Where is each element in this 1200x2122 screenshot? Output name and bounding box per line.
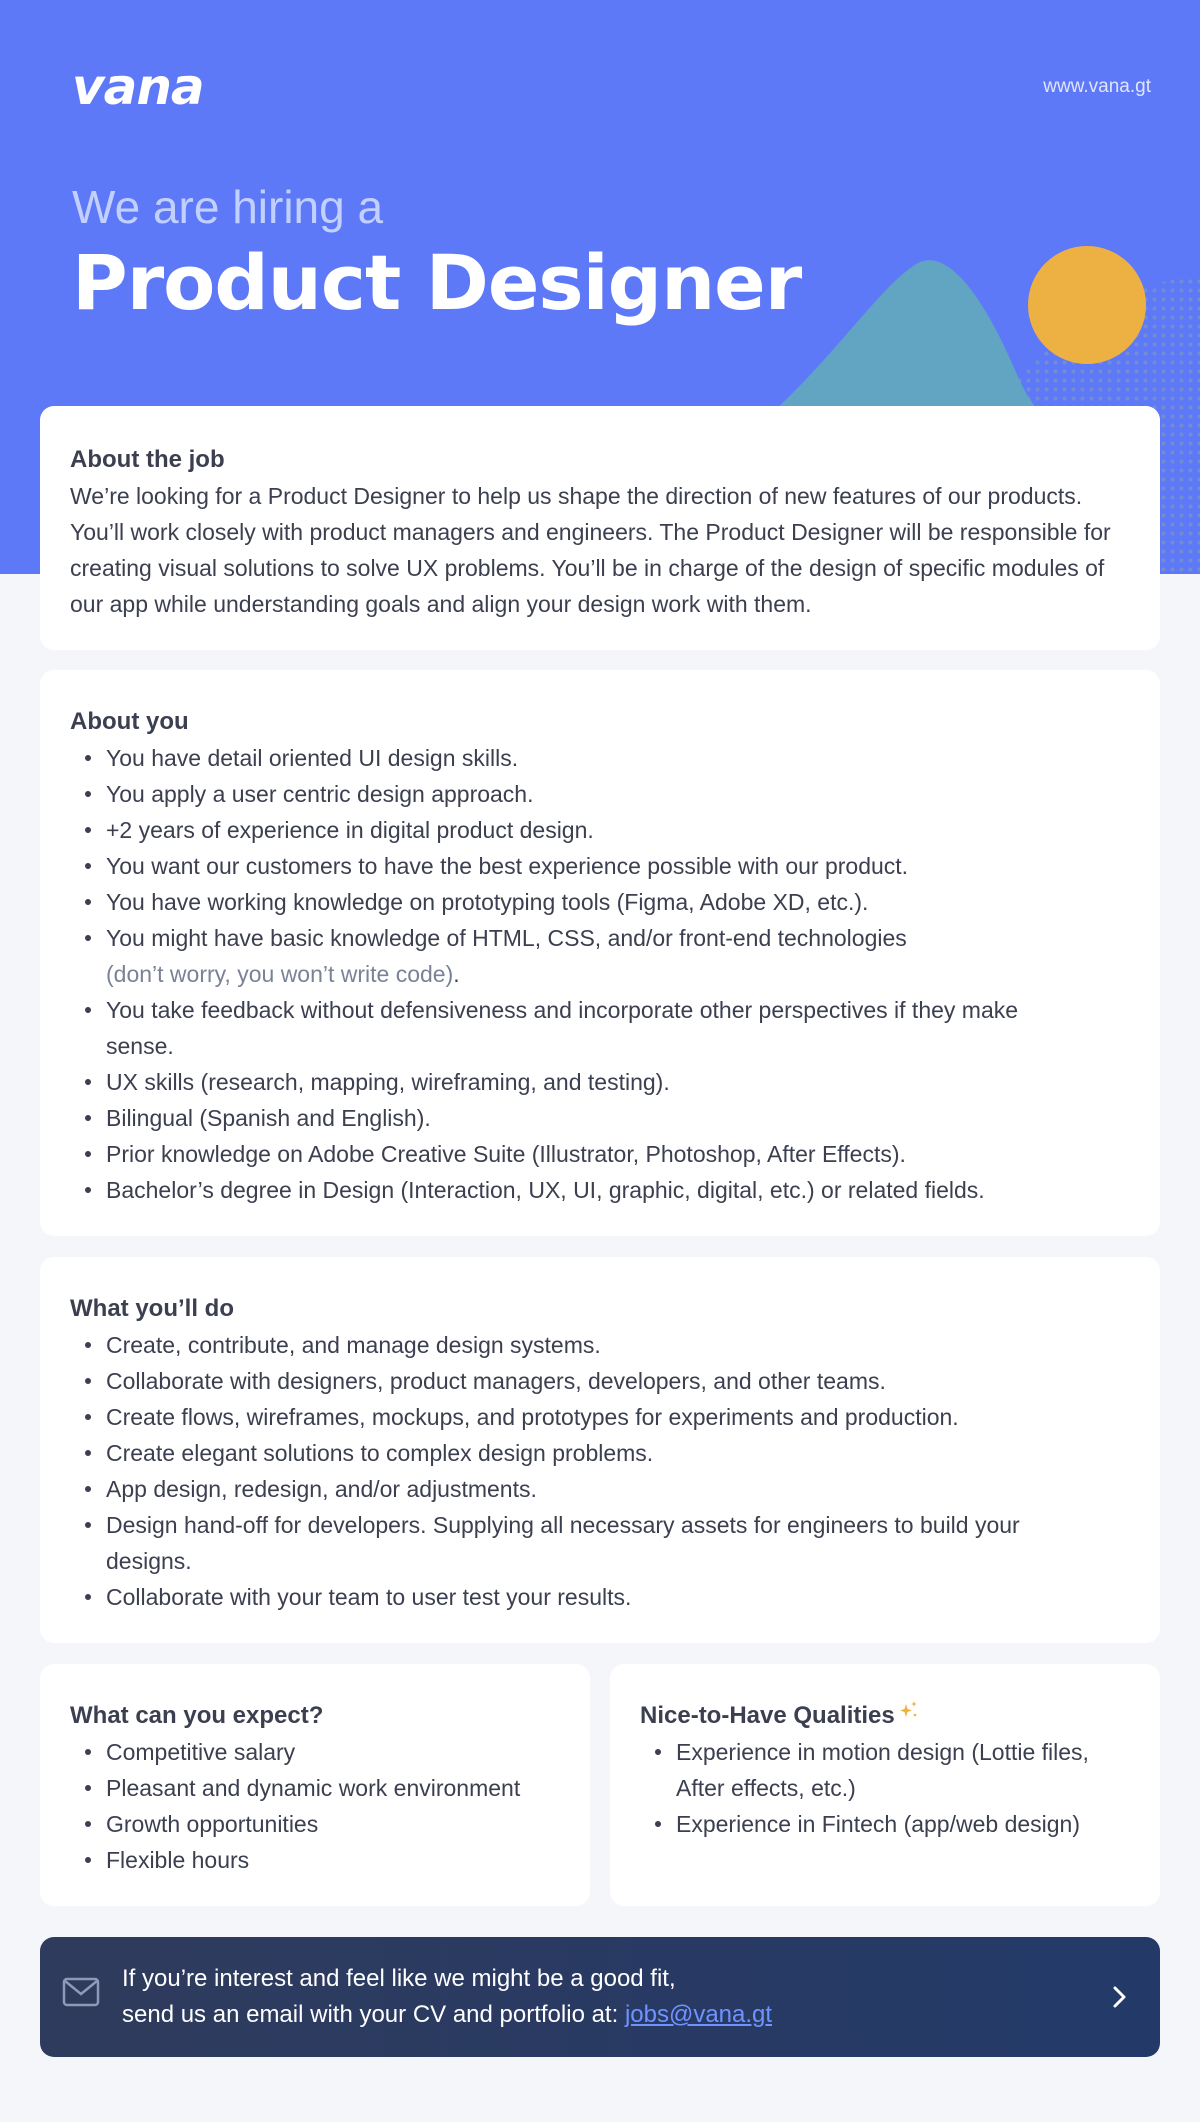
- list-item: You take feedback without defensiveness and incorporate other perspectives if they make sense.: [106, 992, 1066, 1064]
- nice-to-have-title: Nice-to-Have Qualities: [640, 1702, 895, 1729]
- list-item: You have working knowledge on prototyping tools (Figma, Adobe XD, etc.).: [106, 884, 1130, 920]
- sun-circle: [1028, 246, 1146, 364]
- list-item: You apply a user centric design approach.: [106, 776, 1130, 812]
- list-item: App design, redesign, and/or adjustments.: [106, 1471, 1130, 1507]
- nice-to-have-list: [640, 1734, 1130, 1842]
- list-item: UX skills (research, mapping, wireframing, and testing).: [106, 1064, 1130, 1100]
- expect-heading: What can you expect?: [70, 1702, 324, 1729]
- sparkle-icon: [897, 1698, 919, 1722]
- email-link[interactable]: jobs@vana.gt: [624, 2001, 773, 2028]
- chevron-right-icon[interactable]: [1110, 1983, 1130, 2011]
- list-item: Bilingual (Spanish and English).: [106, 1100, 1130, 1136]
- list-item: Create, contribute, and manage design systems.: [106, 1327, 1130, 1363]
- hero-subtitle: We are hiring a: [72, 181, 384, 233]
- expect-list: [70, 1734, 560, 1878]
- page-title: Product Designer: [72, 238, 802, 327]
- what-you-do-card: [40, 1257, 1160, 1643]
- list-item: Bachelor’s degree in Design (Interaction, UX, UI, graphic, digital, etc.) or related fields.: [106, 1172, 1130, 1208]
- apply-line-2-text: send us an email with your CV and portfolio at:: [122, 2001, 619, 2028]
- code-note: (don’t worry, you won’t write code): [106, 961, 454, 987]
- list-item: You have detail oriented UI design skills.: [106, 740, 1130, 776]
- about-job-heading: About the job: [70, 446, 225, 473]
- list-item: Create flows, wireframes, mockups, and prototypes for experiments and production.: [106, 1399, 1130, 1435]
- list-item: Prior knowledge on Adobe Creative Suite (Illustrator, Photoshop, After Effects).: [106, 1136, 1130, 1172]
- about-job-text: We’re looking for a Product Designer to help us shape the direction of new features of our products. You’ll work closely with product managers and engineers. The Product Designer will be responsible for creating visual solutions to solve UX problems. You’ll be in charge of the design of specific modules of our app while understanding goals and align your design work with them.: [70, 483, 1111, 617]
- list-item: Growth opportunities: [106, 1806, 560, 1842]
- list-item: +2 years of experience in digital product design.: [106, 812, 1130, 848]
- what-you-do-list: [70, 1327, 1130, 1615]
- apply-message: [122, 1961, 772, 2033]
- list-item: You want our customers to have the best experience possible with our product.: [106, 848, 1130, 884]
- mail-icon: [62, 1977, 100, 2007]
- vana-logo[interactable]: vana: [72, 58, 204, 116]
- about-you-card: [40, 670, 1160, 1236]
- about-job-card: [40, 406, 1160, 650]
- expect-card: [40, 1664, 590, 1906]
- list-item: Experience in motion design (Lottie files, After effects, etc.): [676, 1734, 1130, 1806]
- list-item: Pleasant and dynamic work environment: [106, 1770, 560, 1806]
- what-you-do-heading: What you’ll do: [70, 1295, 234, 1322]
- list-item-text: You might have basic knowledge of HTML, CSS, and/or front-end technologies: [106, 925, 907, 951]
- apply-line-2: [122, 1997, 772, 2033]
- note-period: .: [453, 961, 460, 987]
- apply-banner[interactable]: [40, 1937, 1160, 2057]
- list-item: Collaborate with designers, product managers, developers, and other teams.: [106, 1363, 1130, 1399]
- about-you-list: [70, 740, 1130, 1208]
- list-item: Create elegant solutions to complex design problems.: [106, 1435, 1130, 1471]
- list-item: [106, 920, 1130, 992]
- list-item: Flexible hours: [106, 1842, 560, 1878]
- list-item: Collaborate with your team to user test your results.: [106, 1579, 1130, 1615]
- list-item: Experience in Fintech (app/web design): [676, 1806, 1130, 1842]
- list-item: Design hand-off for developers. Supplying all necessary assets for engineers to build your designs.: [106, 1507, 1066, 1579]
- about-you-heading: About you: [70, 708, 189, 735]
- nice-to-have-card: [610, 1664, 1160, 1906]
- list-item: Competitive salary: [106, 1734, 560, 1770]
- website-link[interactable]: www.vana.gt: [1043, 76, 1151, 97]
- nice-to-have-heading: [640, 1698, 1130, 1734]
- apply-line-1: If you’re interest and feel like we might be a good fit,: [122, 1965, 676, 1992]
